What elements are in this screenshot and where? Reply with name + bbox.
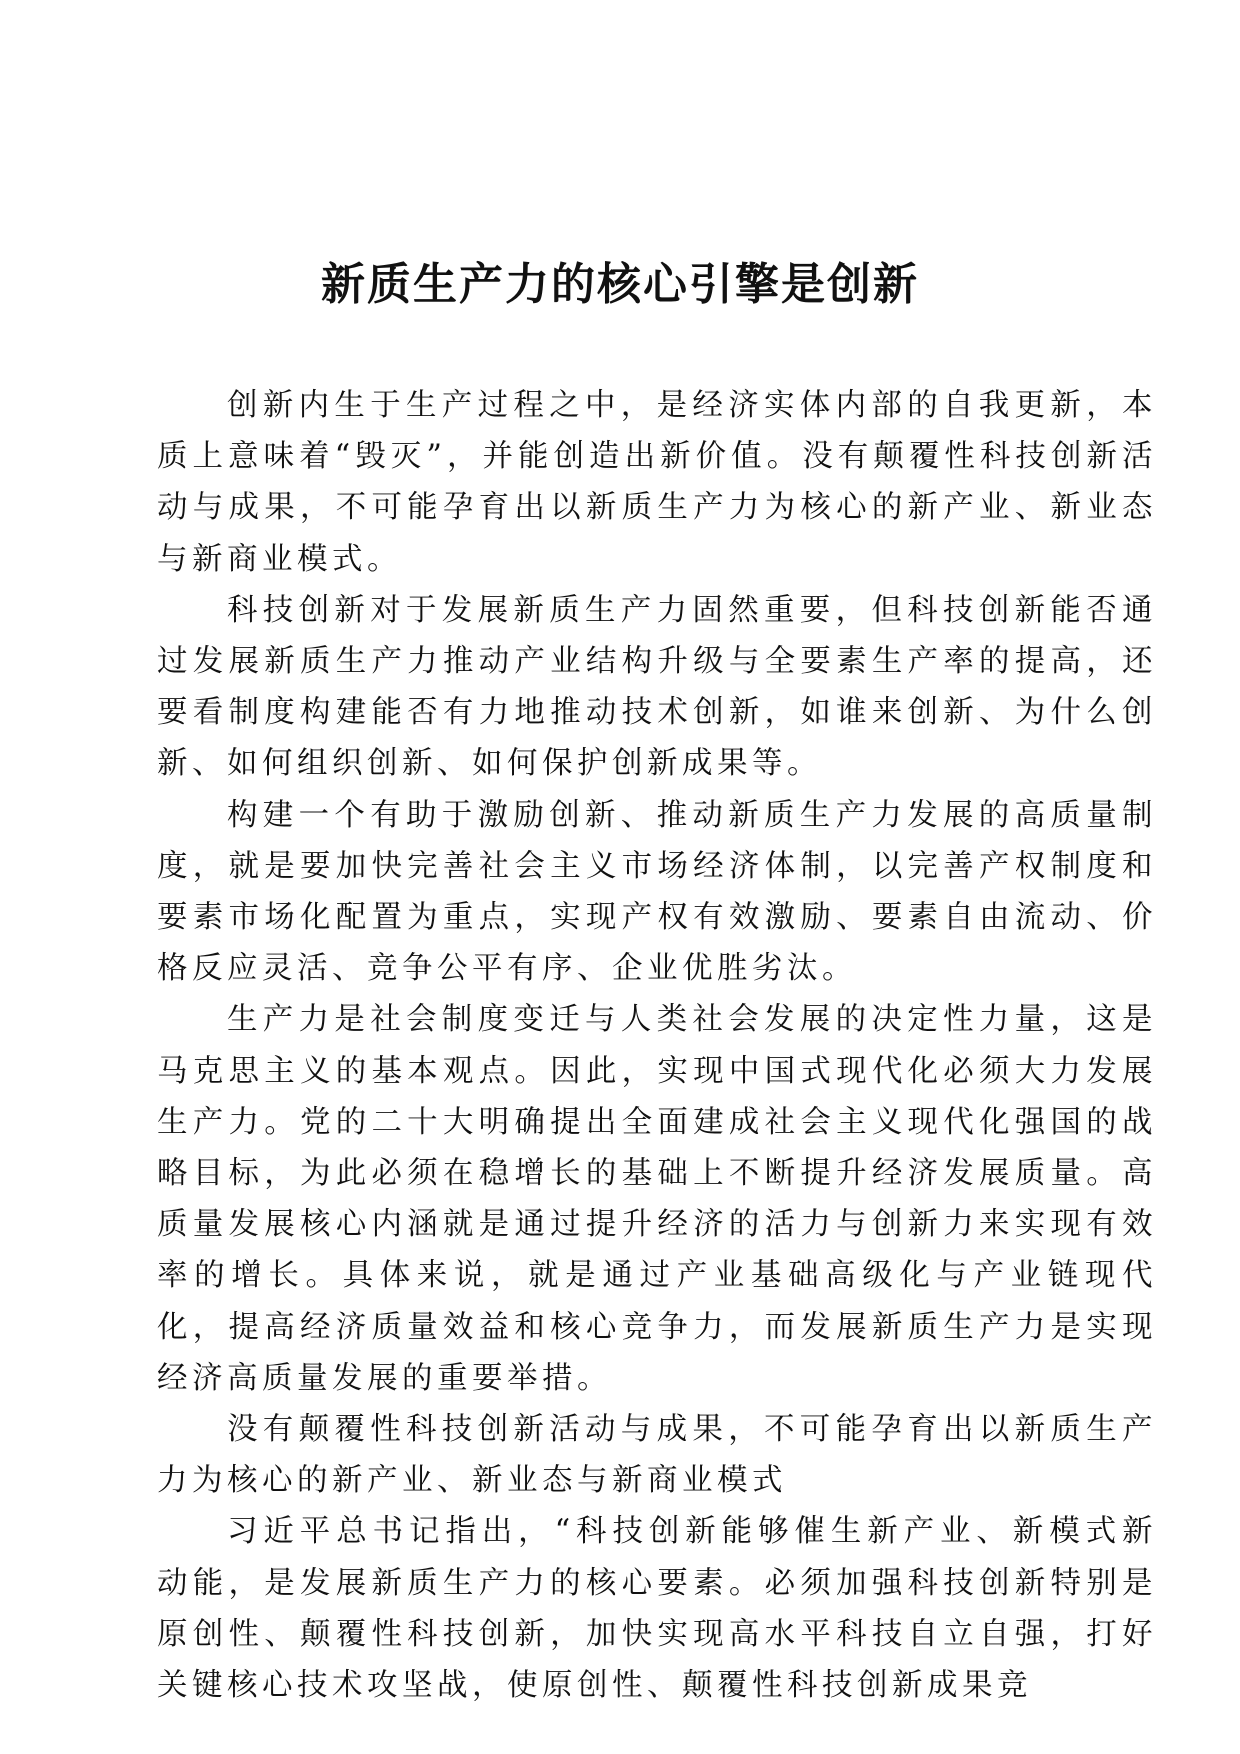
document-title: 新质生产力的核心引擎是创新: [321, 259, 919, 310]
paragraph-2: 科技创新对于发展新质生产力固然重要，但科技创新能否通过发展新质生产力推动产业结构升级与全要素生产率的提高，还要看制度构建能否有力地推动技术创新，如谁来创新、为什么创新、如何组织创新、如何保护创新成果等。: [157, 592, 1157, 782]
document-body: [157, 380, 1157, 1711]
paragraph-4: 生产力是社会制度变迁与人类社会发展的决定性力量，这是马克思主义的基本观点。因此，实现中国式现代化必须大力发展生产力。党的二十大明确提出全面建成社会主义现代化强国的战略目标，为此必须在稳增长的基础上不断提升经济发展质量。高质量发展核心内涵就是通过提升经济的活力与创新力来实现有效率的增长。具体来说，就是通过产业基础高级化与产业链现代化，提高经济质量效益和核心竞争力，而发展新质生产力是实现经济高质量发展的重要举措。: [157, 1002, 1157, 1396]
paragraph-5: 没有颠覆性科技创新活动与成果，不可能孕育出以新质生产力为核心的新产业、新业态与新商业模式: [157, 1412, 1157, 1499]
paragraph-3: 构建一个有助于激励创新、推动新质生产力发展的高质量制度，就是要加快完善社会主义市场经济体制，以完善产权制度和要素市场化配置为重点，实现产权有效激励、要素自由流动、价格反应灵活、竞争公平有序、企业优胜劣汰。: [157, 797, 1157, 987]
paragraph-1: 创新内生于生产过程之中，是经济实体内部的自我更新，本质上意味着“毁灭”，并能创造出新价值。没有颠覆性科技创新活动与成果，不可能孕育出以新质生产力为核心的新产业、新业态与新商业模式。: [157, 388, 1157, 577]
paragraph-6: 习近平总书记指出，“科技创新能够催生新产业、新模式新动能，是发展新质生产力的核心要素。必须加强科技创新特别是原创性、颠覆性科技创新，加快实现高水平科技自立自强，打好关键核心技术攻坚战，使原创性、颠覆性科技创新成果竞: [157, 1514, 1157, 1704]
